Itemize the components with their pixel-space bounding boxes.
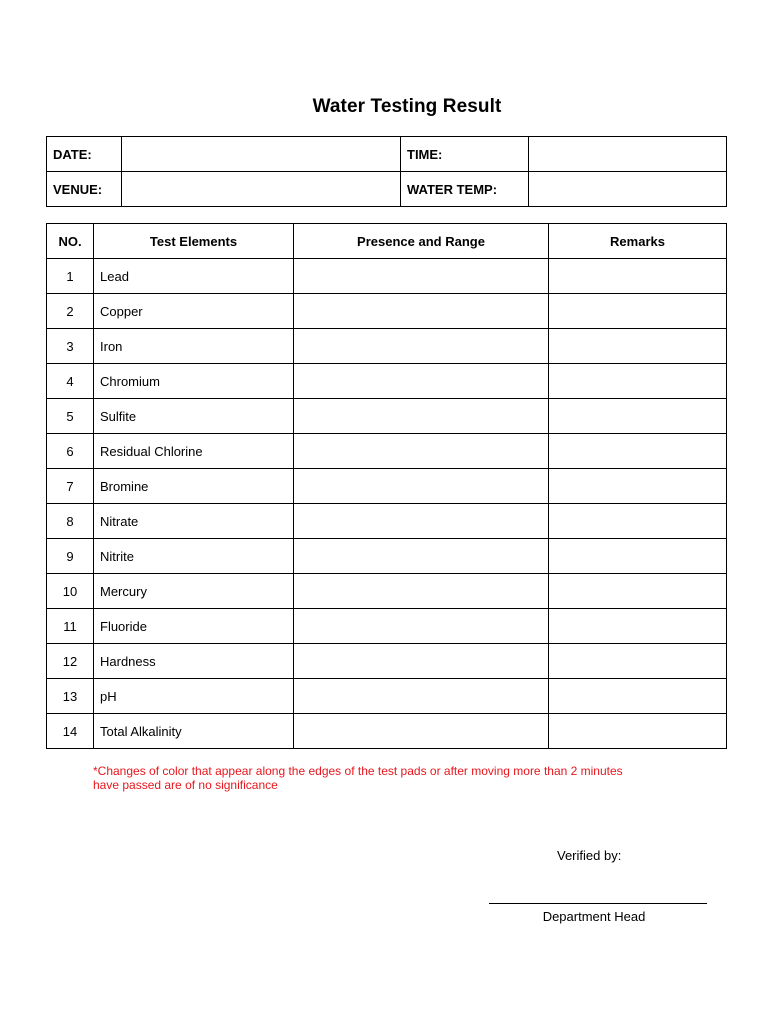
remarks-cell[interactable]	[549, 399, 727, 434]
table-header-row	[47, 224, 727, 259]
remarks-cell[interactable]	[549, 434, 727, 469]
presence-range-cell[interactable]	[294, 399, 549, 434]
date-field[interactable]	[122, 137, 401, 172]
significance-note	[93, 764, 713, 792]
row-number: 2	[47, 294, 94, 329]
presence-range-cell[interactable]	[294, 434, 549, 469]
table-row	[47, 539, 727, 574]
remarks-cell[interactable]	[549, 644, 727, 679]
document-title: Water Testing Result	[312, 96, 502, 117]
table-row	[47, 469, 727, 504]
header-test-elements: Test Elements	[94, 224, 294, 259]
test-element: Sulfite	[94, 399, 294, 434]
presence-range-cell[interactable]	[294, 469, 549, 504]
test-element: Lead	[94, 259, 294, 294]
table-row	[47, 294, 727, 329]
table-row	[47, 679, 727, 714]
header-remarks: Remarks	[549, 224, 727, 259]
row-number: 3	[47, 329, 94, 364]
verified-by-label: Verified by:	[557, 848, 622, 863]
table-row	[47, 399, 727, 434]
presence-range-cell[interactable]	[294, 364, 549, 399]
test-element: Nitrate	[94, 504, 294, 539]
presence-range-cell[interactable]	[294, 504, 549, 539]
test-element: Fluoride	[94, 609, 294, 644]
test-element: Residual Chlorine	[94, 434, 294, 469]
remarks-cell[interactable]	[549, 714, 727, 749]
time-label: TIME:	[401, 137, 529, 172]
remarks-cell[interactable]	[549, 294, 727, 329]
presence-range-cell[interactable]	[294, 329, 549, 364]
test-element: Bromine	[94, 469, 294, 504]
row-number: 1	[47, 259, 94, 294]
department-head-label: Department Head	[542, 909, 646, 924]
water-temp-field[interactable]	[529, 172, 727, 207]
row-number: 5	[47, 399, 94, 434]
test-element: Hardness	[94, 644, 294, 679]
row-number: 10	[47, 574, 94, 609]
test-element: Mercury	[94, 574, 294, 609]
test-element: Copper	[94, 294, 294, 329]
venue-label: VENUE:	[47, 172, 122, 207]
row-number: 14	[47, 714, 94, 749]
test-element: pH	[94, 679, 294, 714]
row-number: 8	[47, 504, 94, 539]
time-field[interactable]	[529, 137, 727, 172]
presence-range-cell[interactable]	[294, 679, 549, 714]
date-label: DATE:	[47, 137, 122, 172]
row-number: 11	[47, 609, 94, 644]
header-presence-range: Presence and Range	[294, 224, 549, 259]
signature-line	[489, 903, 707, 904]
note-line-2: have passed are of no significance	[93, 778, 278, 792]
table-row	[47, 504, 727, 539]
row-number: 4	[47, 364, 94, 399]
header-no: NO.	[47, 224, 94, 259]
remarks-cell[interactable]	[549, 504, 727, 539]
remarks-cell[interactable]	[549, 364, 727, 399]
table-row	[47, 434, 727, 469]
presence-range-cell[interactable]	[294, 574, 549, 609]
row-number: 7	[47, 469, 94, 504]
table-row	[47, 329, 727, 364]
test-element: Iron	[94, 329, 294, 364]
info-table	[46, 136, 727, 207]
remarks-cell[interactable]	[549, 329, 727, 364]
table-row	[47, 609, 727, 644]
presence-range-cell[interactable]	[294, 644, 549, 679]
note-line-1: *Changes of color that appear along the edges of the test pads or after moving more than 2 minutes	[93, 764, 623, 778]
row-number: 12	[47, 644, 94, 679]
info-row-venue-temp	[47, 172, 727, 207]
water-temp-label: WATER TEMP:	[401, 172, 529, 207]
info-row-date-time	[47, 137, 727, 172]
presence-range-cell[interactable]	[294, 259, 549, 294]
remarks-cell[interactable]	[549, 539, 727, 574]
test-element: Chromium	[94, 364, 294, 399]
remarks-cell[interactable]	[549, 679, 727, 714]
presence-range-cell[interactable]	[294, 609, 549, 644]
table-row	[47, 259, 727, 294]
test-element: Total Alkalinity	[94, 714, 294, 749]
test-results-table	[46, 223, 727, 749]
presence-range-cell[interactable]	[294, 714, 549, 749]
table-row	[47, 364, 727, 399]
venue-field[interactable]	[122, 172, 401, 207]
row-number: 9	[47, 539, 94, 574]
row-number: 13	[47, 679, 94, 714]
remarks-cell[interactable]	[549, 574, 727, 609]
table-row	[47, 714, 727, 749]
presence-range-cell[interactable]	[294, 294, 549, 329]
remarks-cell[interactable]	[549, 609, 727, 644]
remarks-cell[interactable]	[549, 469, 727, 504]
row-number: 6	[47, 434, 94, 469]
presence-range-cell[interactable]	[294, 539, 549, 574]
table-row	[47, 644, 727, 679]
test-element: Nitrite	[94, 539, 294, 574]
table-row	[47, 574, 727, 609]
remarks-cell[interactable]	[549, 259, 727, 294]
